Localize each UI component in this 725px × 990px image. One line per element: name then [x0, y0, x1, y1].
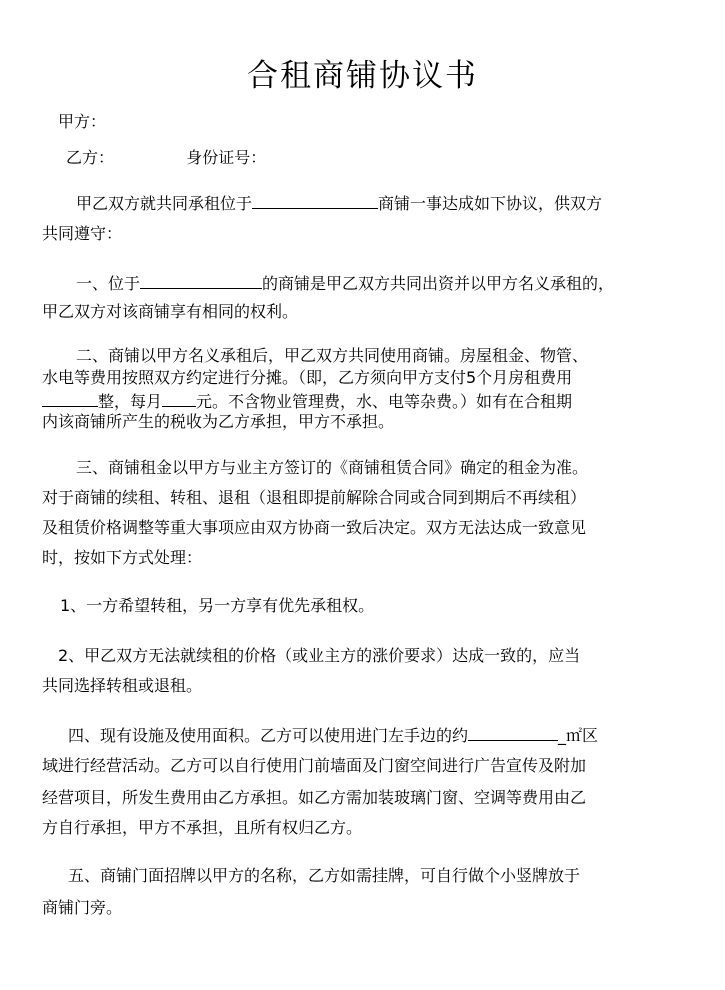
intro-line-1: 甲乙双方就共同承租位于 商铺一事达成如下协议，供双方 — [76, 194, 603, 213]
location-blank — [252, 192, 378, 209]
clause-2-line-4: 内该商铺所产生的税收为乙方承担，甲方不承担。 — [42, 412, 395, 431]
intro-line-2: 共同遵守： — [42, 224, 123, 243]
clause-4-line-4: 方自行承担，甲方不承担，且所有权归乙方。 — [42, 818, 363, 837]
clause-2-line-3: 整，每月 元。不含物业管理费，水、电等杂费。）如有在合租期 — [42, 390, 572, 412]
clause-5-line-2: 商铺门旁。 — [42, 898, 123, 917]
party-a-label: 甲方： — [58, 112, 107, 131]
total-rent-blank — [42, 390, 98, 407]
shop-address-blank — [140, 272, 262, 289]
area-blank — [468, 724, 558, 741]
item-1: 1、一方希望转租，另一方享有优先承租权。 — [60, 596, 375, 615]
party-b-label: 乙方： — [66, 148, 115, 167]
monthly-rent-blank — [162, 390, 196, 407]
party-b-row — [66, 148, 266, 168]
clause-4-line-2: 域进行经营活动。乙方可以自行使用门前墙面及门窗空间进行广告宣传及附加 — [42, 756, 587, 775]
clause-3-line-2: 对于商铺的续租、转租、退租（退租即提前解除合同或合同到期后不再续租） — [42, 488, 587, 507]
clause-2-line-2: 水电等费用按照双方约定进行分摊。（即，乙方须向甲方支付5个月房租费用 — [42, 368, 573, 387]
clause-2-line-1: 二、商铺以甲方名义承租后，甲乙双方共同使用商铺。房屋租金、物管、 — [76, 346, 589, 365]
id-number-label: 身份证号： — [186, 148, 267, 167]
clause-4-line-3: 经营项目，所发生费用由乙方承担。如乙方需加装玻璃门窗、空调等费用由乙 — [42, 788, 587, 807]
clause-3-line-3: 及租赁价格调整等重大事项应由双方协商一致后决定。双方无法达成一致意见 — [42, 518, 587, 537]
clause-4-line-1: 四、现有设施及使用面积。乙方可以使用进门左手边的约 _㎡区 — [68, 726, 599, 745]
clause-1-line-2: 甲乙双方对该商铺享有相同的权利。 — [42, 302, 299, 321]
item-2-line-1: 2、甲乙双方无法就续租的价格（或业主方的涨价要求）达成一致的，应当 — [58, 646, 581, 665]
document-title: 合租商铺协议书 — [247, 58, 478, 94]
item-2-line-2: 共同选择转租或退租。 — [42, 676, 203, 695]
clause-3-line-1: 三、商铺租金以甲方与业主方签订的《商铺租赁合同》确定的租金为准。 — [76, 458, 589, 477]
clause-1-line-1: 一、位于 的商铺是甲乙双方共同出资并以甲方名义承租的， — [76, 274, 615, 293]
clause-3-line-4: 时，按如下方式处理： — [42, 548, 203, 567]
clause-5-line-1: 五、商铺门面招牌以甲方的名称，乙方如需挂牌，可自行做个小竖牌放于 — [68, 866, 581, 885]
